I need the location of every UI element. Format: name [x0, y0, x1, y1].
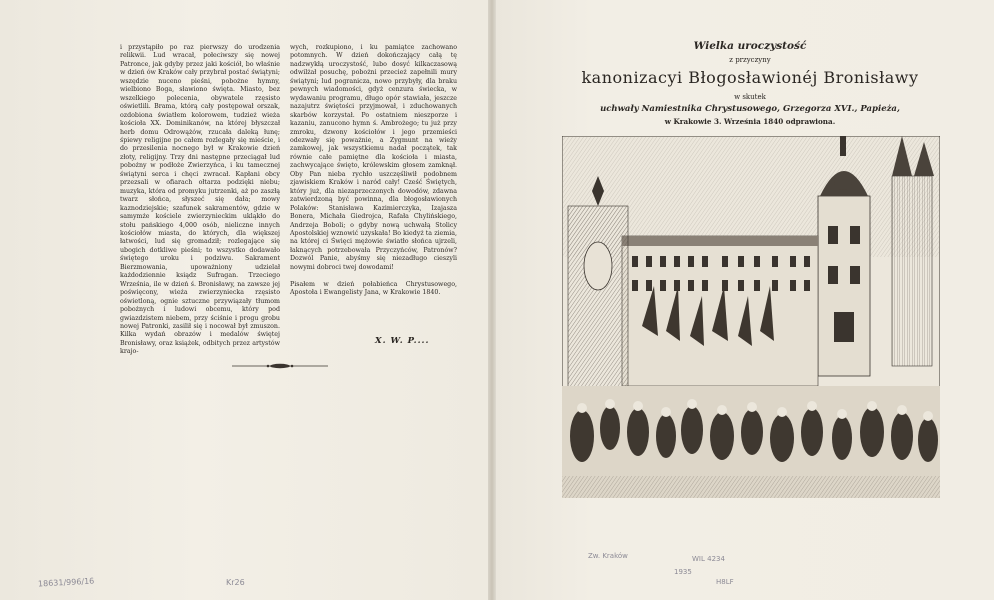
- engraving-illustration: [562, 136, 940, 498]
- ornament-divider: [230, 362, 330, 370]
- text-column-1: i przystąpiło po raz pierwszy do urodzenia relikwii. Lud wracał, połeciwszy się nowej Patronce, jak gdyby przez jaki kościół, bo właśnie w dzień ów Kraków cały przybrał postać świątyni; wszędzie nuceno pieśni, pobożne hymny, wielbiono Boga, sławiono święta. Miasto, bez wszelkiego polecenia, obywatele rzęsisto oświetlili. Brama, którą cały postępował orszak, ozdobiona światłem kolorowem, tudzież wieża kościoła XX. Dominikanów, na której błyszczał herb domu Odrowążów, rzucała daleką łunę; śpiewy religijne po całem rozlegały się mieście, i do przesilenia nocnego był w Krakowie dzień złoty, religijny. Trzy dni następne przeciągał lud pobożny w podłoże Zwierzyńca, i ku tamecznej świątyni serca i chęci zwracał. Kapłani obcy przezsali w ofiarach ołtarza podzięki niebu; muzyka, która od promyku jutrzenki, aż po zaszłą twarz słońca, słyszeć się dała; mowy kaznodziejskie; szafunek sakramentów, gdzie w samymże kościele zwierzynieckim ukląkło do stołu pańskiego 4,000 osób, nieliczne innych kościołów miasta, do których, dla większej łatwości, lud się gromadził; rozlegające się ubogich dotkliwe pieśni; to wszystko dodawało świętego uroku i podziwu. Sakrament Bierzmowania, upoważniony udzielał każdodziennie ksiądz Sufragan. Trzeciego Września, ile w dzień ś. Bronisławy, na zawsze jej poświęcony, wieża zwierzyniecka rzęsisto oświetloną, ognie sztuczne przywiązały tłumom pobożnych i ludowi obcemu, który pod gwiazdzistem niebem, przy ściśnie i progu grobu nowej Patronki, zasilił się i nocował był zmuszon. Kilka wydań obrazów i medalów świętej Bronisławy, oraz książek, odbitych przez artystów krajo-: [120, 44, 280, 356]
- text-column-2: wych, rozkupiono, i ku pamiątce zachowano potomnych. W dzień dokończający całą tę nadzwykłą uroczystość, lubo dosyć kilkaczasową odwilżał posuchę, pobożni przecież zapełnili mury świątyni; lud pogranicza, nowo przybyły, dla braku pewnych wiadomości, gdyż cenzura świecka, w wydawaniu programu, długo opór stawiała, jeszcze nazajutrz świętości przyjmował, i zduchowanych skarbów korzystał. Po ostatniem nieszporze i kazaniu, zanucono hymn ś. Ambrożego; tu już przy zmroku, dzwony kościołów i jego przemieści odezwały się poważnie, a Zygmunt na wieży zamkowej, jak wszystkiemu nadał początek, tak równie całe pamiętne dla kościoła i miasta, zachwycające święto, królewskim głosem zamknął. Oby Pan nieba rychło uszczęśliwił podobnem zjawiskiem Kraków i naród cały! Cześć Świętych, który już, dla niezaprzeczonych dowodów, zdawna zatwierdzoną być powinna, dla błogosławionych Polaków: Stanisława Kazimierczyka, Izajasza Bonera, Michała Giedrojca, Rafała Chylińskiego, Andrzeja Boboli; o gdyby nową uchwałą Stolicy Apostolskiej wznowić uzyskała! Bo kiedyż ta ziemia, na której ci Święci mężowie światło słońca ujrzeli, łaknących potrzebowała Przyczyńców, Patronów? Dozwól Panie, abyśmy się niezadługo cieszyli nowymi dobroci twej dowodami! Pisałem w dzień połabieńca Chrystusowego, Apostoła i Ewangelisty Jana, w Krakowie 1840.: [290, 44, 457, 297]
- pencil-note: Kr26: [226, 578, 245, 587]
- decree-line: uchwały Namiestnika Chrystusowego, Grzegorza XVI., Papieża,: [600, 104, 900, 114]
- pencil-note-4: H8LF: [716, 578, 734, 586]
- title-line-4: w skutek: [734, 93, 766, 101]
- pencil-note-2: WIL 4234: [692, 555, 725, 563]
- subheading: z przyczyny: [729, 56, 771, 64]
- author-signature: X. W. P....: [375, 336, 430, 346]
- pencil-inventory-number: 18631/996/16: [37, 576, 95, 589]
- pencil-note-3: 1935: [674, 568, 692, 576]
- place-date-line: w Krakowie 3. Września 1840 odprawiona.: [664, 117, 836, 126]
- main-title: kanonizacyi Błogosławionéj Bronisławy: [581, 68, 919, 87]
- page-gutter: [488, 0, 496, 600]
- pencil-note-1: Zw. Kraków: [588, 552, 628, 560]
- heading: Wielka uroczystość: [693, 40, 807, 52]
